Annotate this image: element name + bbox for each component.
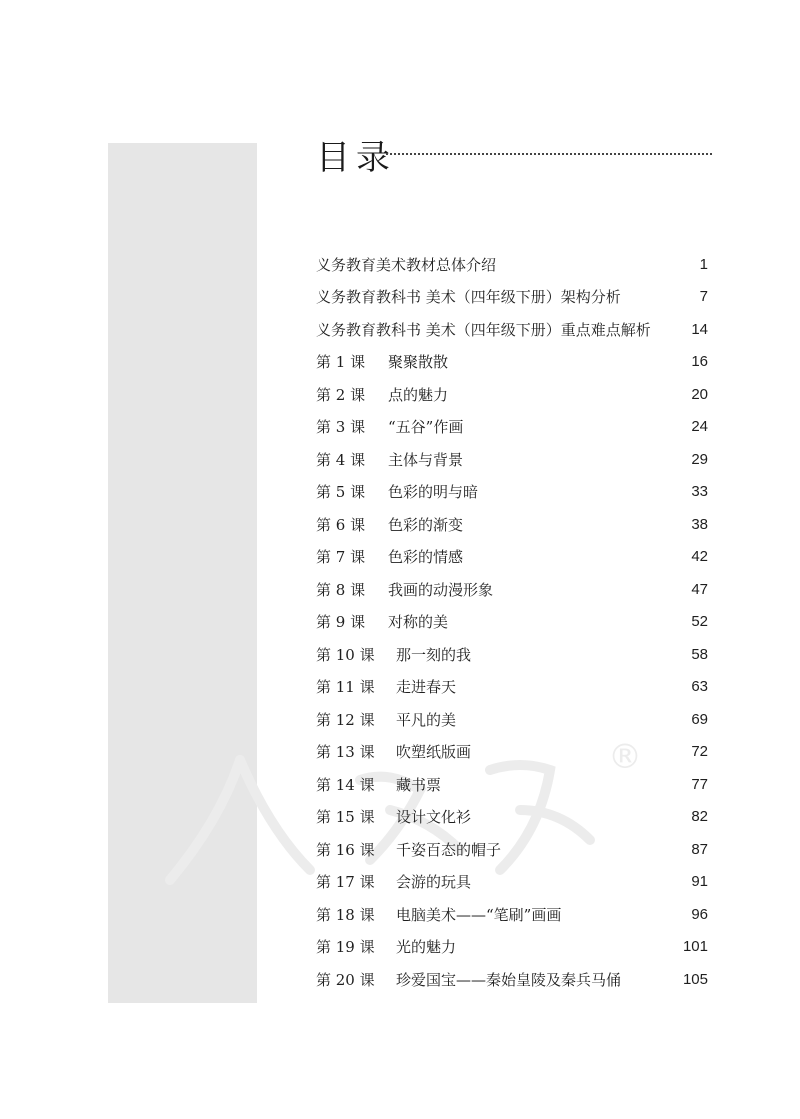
page-number: 38: [691, 515, 708, 533]
page-title: 目录: [316, 138, 396, 178]
page-number: 20: [691, 385, 708, 403]
lesson-number: 第 15 课: [316, 808, 375, 827]
toc-entry-label: [316, 774, 678, 795]
toc-entry[interactable]: [316, 313, 708, 346]
lesson-number: 第 16 课: [316, 840, 375, 859]
toc-entry-label: [316, 709, 678, 730]
page-number: 7: [699, 288, 708, 306]
lesson-number: 第 2 课: [316, 385, 366, 404]
toc-entry[interactable]: [316, 281, 708, 314]
toc-entry[interactable]: [316, 476, 708, 509]
toc-entry-title: 义务教育美术教材总体介绍: [316, 255, 497, 274]
lesson-number: 第 8 课: [316, 580, 366, 599]
page-number: 1: [699, 255, 708, 273]
page-number: 24: [691, 418, 708, 436]
lesson-number: 第 18 课: [316, 905, 375, 924]
page-number: 58: [691, 645, 708, 663]
toc-entry-title: 聚聚散散: [388, 353, 449, 372]
toc-entry[interactable]: [316, 736, 708, 769]
page-number: 96: [691, 905, 708, 923]
toc-entry[interactable]: [316, 606, 708, 639]
lesson-number: 第 6 课: [316, 515, 366, 534]
lesson-number: 第 19 课: [316, 938, 375, 957]
lesson-number: 第 7 课: [316, 548, 366, 567]
toc-entry-title: 那一刻的我: [396, 645, 472, 664]
title-dotted-rule: [386, 153, 712, 155]
toc-entry-label: [316, 254, 678, 275]
toc-entry-label: [316, 449, 678, 470]
toc-entry-title: 吹塑纸版画: [396, 743, 472, 762]
toc-entry-title: 设计文化衫: [396, 808, 472, 827]
page-number: 69: [691, 710, 708, 728]
toc-entry-title: 走进春天: [396, 678, 457, 697]
toc-entry-title: 点的魅力: [388, 385, 449, 404]
lesson-number: 第 4 课: [316, 450, 366, 469]
toc-entry[interactable]: [316, 411, 708, 444]
registered-mark: ®: [608, 737, 642, 777]
page-number: 105: [682, 970, 708, 988]
toc-entry-title: 对称的美: [388, 613, 449, 632]
lesson-number: 第 1 课: [316, 353, 366, 372]
toc-entry-label: [316, 579, 678, 600]
toc-entry-label: [316, 676, 678, 697]
page-number: 29: [691, 450, 708, 468]
toc-entry-title: 藏书票: [396, 775, 442, 794]
toc-entry-label: [316, 839, 678, 860]
toc-entry-title: 会游的玩具: [396, 873, 472, 892]
toc-entry-label: [316, 871, 678, 892]
toc-entry[interactable]: [316, 443, 708, 476]
toc-entry-title: 平凡的美: [396, 710, 457, 729]
toc-entry-label: [316, 741, 678, 762]
page-number: 33: [691, 483, 708, 501]
page-number: 91: [691, 873, 708, 891]
toc-entry[interactable]: [316, 833, 708, 866]
toc-entry-label: [316, 936, 678, 957]
toc-entry[interactable]: [316, 378, 708, 411]
toc-entry-title: 主体与背景: [388, 450, 464, 469]
toc-list: [316, 248, 708, 996]
toc-entry-title: 千姿百态的帽子: [396, 840, 502, 859]
toc-entry[interactable]: [316, 573, 708, 606]
toc-entry-title: 珍爱国宝——秦始皇陵及秦兵马俑: [396, 970, 622, 989]
page-number: 101: [682, 938, 708, 956]
toc-entry-title: 色彩的情感: [388, 548, 464, 567]
lesson-number: 第 14 课: [316, 775, 375, 794]
toc-entry[interactable]: [316, 703, 708, 736]
toc-entry[interactable]: [316, 541, 708, 574]
lesson-number: 第 13 课: [316, 743, 375, 762]
lesson-number: 第 20 课: [316, 970, 375, 989]
toc-entry[interactable]: [316, 248, 708, 281]
toc-entry-label: [316, 969, 678, 990]
page-number: 42: [691, 548, 708, 566]
page-number: 52: [691, 613, 708, 631]
toc-entry-label: [316, 416, 678, 437]
lesson-number: 第 10 课: [316, 645, 375, 664]
toc-entry-title: 义务教育教科书 美术（四年级下册）重点难点解析: [316, 320, 651, 339]
toc-entry-title: 色彩的渐变: [388, 515, 464, 534]
toc-entry-label: [316, 611, 678, 632]
page-number: 47: [691, 580, 708, 598]
toc-entry-title: 色彩的明与暗: [388, 483, 479, 502]
page-number: 14: [691, 320, 708, 338]
toc-entry-label: [316, 351, 678, 372]
toc-entry-label: [316, 286, 678, 307]
toc-entry-label: [316, 514, 678, 535]
toc-entry[interactable]: [316, 638, 708, 671]
toc-entry[interactable]: [316, 898, 708, 931]
lesson-number: 第 9 课: [316, 613, 366, 632]
toc-entry-title: “五谷”作画: [388, 418, 464, 437]
decorative-side-band: [108, 143, 257, 1003]
lesson-number: 第 12 课: [316, 710, 375, 729]
lesson-number: 第 17 课: [316, 873, 375, 892]
lesson-number: 第 3 课: [316, 418, 366, 437]
toc-entry[interactable]: [316, 768, 708, 801]
lesson-number: 第 5 课: [316, 483, 366, 502]
toc-entry-label: [316, 644, 678, 665]
toc-entry[interactable]: [316, 866, 708, 899]
toc-entry-label: [316, 904, 678, 925]
page-number: 72: [691, 743, 708, 761]
toc-entry-label: [316, 384, 678, 405]
toc-entry[interactable]: [316, 801, 708, 834]
toc-entry[interactable]: [316, 346, 708, 379]
page-number: 63: [691, 678, 708, 696]
toc-entry-title: 我画的动漫形象: [388, 580, 494, 599]
toc-entry-label: [316, 481, 678, 502]
toc-entry-label: [316, 546, 678, 567]
toc-entry-label: [316, 319, 678, 340]
toc-entry-title: 电脑美术——“笔刷”画画: [396, 905, 562, 924]
toc-entry[interactable]: [316, 671, 708, 704]
toc-entry-title: 义务教育教科书 美术（四年级下册）架构分析: [316, 288, 621, 307]
page-number: 87: [691, 840, 708, 858]
page-number: 77: [691, 775, 708, 793]
toc-entry[interactable]: [316, 931, 708, 964]
toc-entry-title: 光的魅力: [396, 938, 457, 957]
page-number: 82: [691, 808, 708, 826]
lesson-number: 第 11 课: [316, 678, 375, 697]
toc-entry-label: [316, 806, 678, 827]
toc-entry[interactable]: [316, 508, 708, 541]
toc-entry[interactable]: [316, 963, 708, 996]
page-number: 16: [691, 353, 708, 371]
